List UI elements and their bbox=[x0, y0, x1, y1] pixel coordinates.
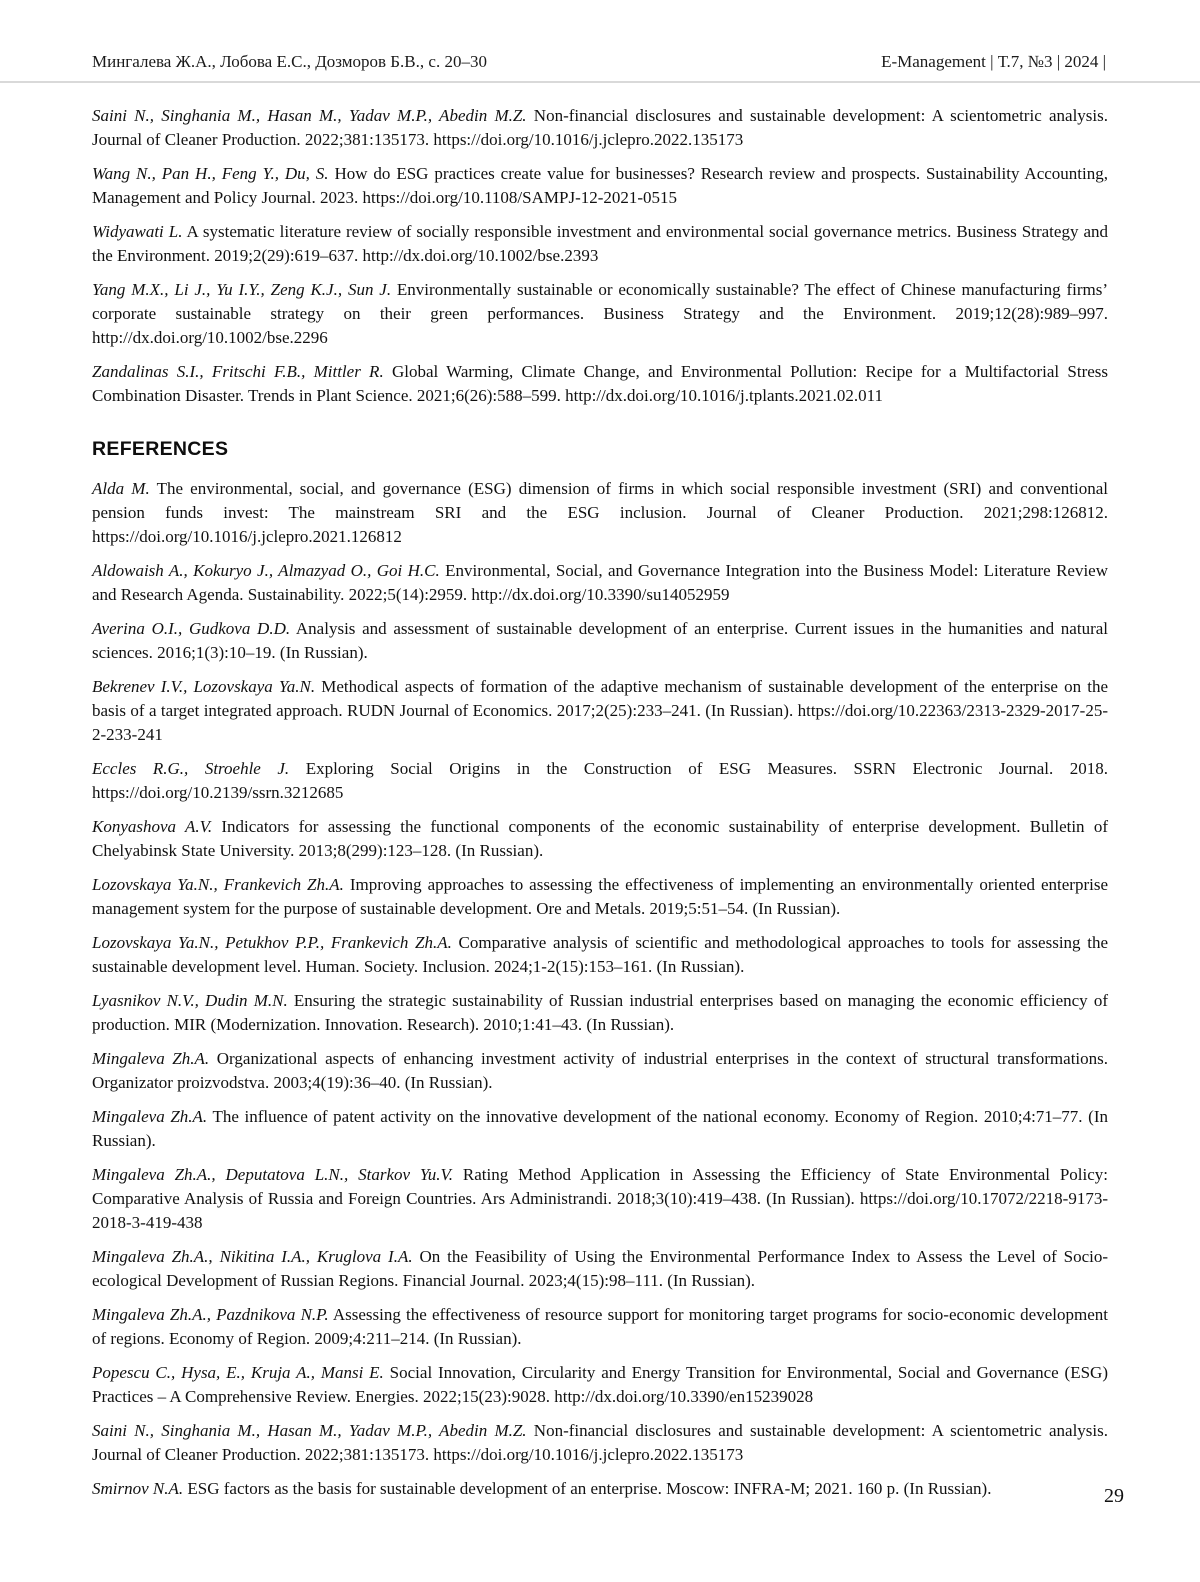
page-content bbox=[0, 83, 1200, 1501]
reference-authors: Bekrenev I.V., Lozovskaya Ya.N. bbox=[92, 677, 316, 696]
reference-text: ESG factors as the basis for sustainable development of an enterprise. Moscow: INFRA-M; 2021. 160 p. (In Russian). bbox=[187, 1479, 992, 1498]
reference-entry bbox=[92, 477, 1108, 549]
reference-entry bbox=[92, 1047, 1108, 1095]
reference-authors: Averina O.I., Gudkova D.D. bbox=[92, 619, 291, 638]
reference-entry bbox=[92, 162, 1108, 210]
reference-entry bbox=[92, 931, 1108, 979]
reference-entry bbox=[92, 1477, 1108, 1501]
reference-entry bbox=[92, 220, 1108, 268]
reference-authors: Aldowaish A., Kokuryo J., Almazyad O., Goi H.C. bbox=[92, 561, 440, 580]
reference-entry bbox=[92, 1361, 1108, 1409]
reference-text: Non-financial disclosures and sustainable development: A scientometric analysis. Journal of Cleaner Production. 2022;381:135173. https://doi.org/10.1016/j.jclepro.2022.135173 bbox=[92, 106, 1108, 149]
reference-text: Methodical aspects of formation of the adaptive mechanism of sustainable development of the enterprise on the basis of a target integrated approach. RUDN Journal of Economics. 2017;2(25):233–241. (In Russian). https://doi.org/10.22363/2313-2329-2017-25-2-233-241 bbox=[92, 677, 1108, 744]
reference-authors: Yang M.X., Li J., Yu I.Y., Zeng K.J., Sun J. bbox=[92, 280, 392, 299]
reference-authors: Saini N., Singhania M., Hasan M., Yadav M.P., Abedin M.Z. bbox=[92, 1421, 527, 1440]
reference-list bbox=[92, 477, 1108, 1501]
reference-authors: Mingaleva Zh.A., Deputatova L.N., Starkov Yu.V. bbox=[92, 1165, 454, 1184]
running-head-right: E-Management | Т.7, №3 | 2024 | bbox=[881, 52, 1106, 71]
reference-authors: Zandalinas S.I., Fritschi F.B., Mittler R. bbox=[92, 362, 384, 381]
reference-text: Organizational aspects of enhancing investment activity of industrial enterprises in the context of structural transformations. Organizator proizvodstva. 2003;4(19):36–40. (In Russian). bbox=[92, 1049, 1109, 1092]
reference-entry bbox=[92, 815, 1108, 863]
reference-text: How do ESG practices create value for businesses? Research review and prospects. Sustainability Accounting, Management and Policy Journal. 2023. https://doi.org/10.1108/SAMPJ-12-2021-0515 bbox=[92, 164, 1109, 207]
reference-authors: Widyawati L. bbox=[92, 222, 183, 241]
reference-authors: Lozovskaya Ya.N., Frankevich Zh.A. bbox=[92, 875, 344, 894]
top-reference-list bbox=[92, 104, 1108, 408]
reference-entry bbox=[92, 873, 1108, 921]
reference-entry bbox=[92, 360, 1108, 408]
reference-entry bbox=[92, 989, 1108, 1037]
reference-text: The influence of patent activity on the innovative development of the national economy. Economy of Region. 2010;4:71–77. (In Russian). bbox=[92, 1107, 1108, 1150]
reference-entry bbox=[92, 104, 1108, 152]
reference-authors: Popescu C., Hysa, E., Kruja A., Mansi E. bbox=[92, 1363, 384, 1382]
reference-text: Exploring Social Origins in the Construction of ESG Measures. SSRN Electronic Journal. 2018. https://doi.org/10.2139/ssrn.3212685 bbox=[92, 759, 1108, 802]
reference-authors: Mingaleva Zh.A. bbox=[92, 1049, 210, 1068]
reference-authors: Mingaleva Zh.A., Pazdnikova N.P. bbox=[92, 1305, 329, 1324]
reference-authors: Lozovskaya Ya.N., Petukhov P.P., Frankevich Zh.A. bbox=[92, 933, 452, 952]
reference-authors: Alda M. bbox=[92, 479, 150, 498]
reference-entry bbox=[92, 1245, 1108, 1293]
reference-text: Social Innovation, Circularity and Energy Transition for Environmental, Social and Governance (ESG) Practices – A Comprehensive Review. Energies. 2022;15(23):9028. http://dx.doi.org/10.3390/en15239028 bbox=[92, 1363, 1108, 1406]
reference-authors: Mingaleva Zh.A. bbox=[92, 1107, 208, 1126]
reference-text: Rating Method Application in Assessing the Efficiency of State Environmental Policy: Comparative Analysis of Russia and Foreign Countries. Ars Administrandi. 2018;3(10):419–438. (In Russian). https://doi.org/10.17072/2218-9173-2018-3-419-438 bbox=[92, 1165, 1109, 1232]
reference-text: Indicators for assessing the functional components of the economic sustainability of enterprise development. Bulletin of Chelyabinsk State University. 2013;8(299):123–128. (In Russian). bbox=[92, 817, 1108, 860]
reference-text: Improving approaches to assessing the effectiveness of implementing an environmentally oriented enterprise management system for the purpose of sustainable development. Ore and Metals. 2019;5:51–54. (In Russian). bbox=[92, 875, 1108, 918]
reference-text: The environmental, social, and governance (ESG) dimension of firms in which social responsible investment (SRI) and conventional pension funds invest: The mainstream SRI and the ESG inclusion. Journal of Cleaner Production. 2021;298:126812. https://doi.org/10.1016/j.jclepro.2021.126812 bbox=[92, 479, 1108, 546]
reference-authors: Smirnov N.A. bbox=[92, 1479, 184, 1498]
reference-entry bbox=[92, 617, 1108, 665]
reference-text: A systematic literature review of socially responsible investment and environmental social governance metrics. Business Strategy and the Environment. 2019;2(29):619–637. http://dx.doi.org/10.1002/bse.2393 bbox=[92, 222, 1108, 265]
reference-entry bbox=[92, 1163, 1108, 1235]
reference-authors: Wang N., Pan H., Feng Y., Du, S. bbox=[92, 164, 329, 183]
reference-entry bbox=[92, 757, 1108, 805]
reference-entry bbox=[92, 278, 1108, 350]
reference-text: Assessing the effectiveness of resource support for monitoring target programs for socio-economic development of regions. Economy of Region. 2009;4:211–214. (In Russian). bbox=[92, 1305, 1108, 1348]
reference-authors: Lyasnikov N.V., Dudin M.N. bbox=[92, 991, 288, 1010]
reference-authors: Eccles R.G., Stroehle J. bbox=[92, 759, 290, 778]
reference-entry bbox=[92, 559, 1108, 607]
references-heading: REFERENCES bbox=[92, 438, 229, 460]
reference-text: Analysis and assessment of sustainable development of an enterprise. Current issues in the humanities and natural sciences. 2016;1(3):10–19. (In Russian). bbox=[92, 619, 1109, 662]
running-head-left: Мингалева Ж.А., Лобова Е.С., Дозморов Б.В., с. 20–30 bbox=[92, 52, 487, 71]
reference-entry bbox=[92, 675, 1108, 747]
reference-entry bbox=[92, 1105, 1108, 1153]
reference-entry bbox=[92, 1303, 1108, 1351]
reference-authors: Konyashova A.V. bbox=[92, 817, 213, 836]
reference-authors: Mingaleva Zh.A., Nikitina I.A., Kruglova I.A. bbox=[92, 1247, 413, 1266]
reference-text: Global Warming, Climate Change, and Environmental Pollution: Recipe for a Multifactorial Stress Combination Disaster. Trends in Plant Science. 2021;6(26):588–599. http://dx.doi.org/10.1016/j.tplants.2021.02.011 bbox=[92, 362, 1109, 405]
reference-entry bbox=[92, 1419, 1108, 1467]
reference-text: Ensuring the strategic sustainability of Russian industrial enterprises based on managing the economic efficiency of production. MIR (Modernization. Innovation. Research). 2010;1:41–43. (In Russian). bbox=[92, 991, 1108, 1034]
reference-text: On the Feasibility of Using the Environmental Performance Index to Assess the Level of Socio-ecological Development of Russian Regions. Financial Journal. 2023;4(15):98–111. (In Russian). bbox=[92, 1247, 1109, 1290]
page-header bbox=[0, 0, 1200, 72]
reference-authors: Saini N., Singhania M., Hasan M., Yadav M.P., Abedin M.Z. bbox=[92, 106, 527, 125]
reference-text: Environmental, Social, and Governance Integration into the Business Model: Literature Review and Research Agenda. Sustainability. 2022;5(14):2959. http://dx.doi.org/10.3390/su14052959 bbox=[92, 561, 1108, 604]
reference-text: Comparative analysis of scientific and methodological approaches to tools for assessing the sustainable development level. Human. Society. Inclusion. 2024;1-2(15):153–161. (In Russian). bbox=[92, 933, 1108, 976]
reference-text: Environmentally sustainable or economically sustainable? The effect of Chinese manufacturing firms’ corporate sustainable strategy on their green performances. Business Strategy and the Environment. 2019;12(28):989–997. http://dx.doi.org/10.1002/bse.2296 bbox=[92, 280, 1108, 347]
page-number: 29 bbox=[1104, 1485, 1124, 1507]
reference-text: Non-financial disclosures and sustainable development: A scientometric analysis. Journal of Cleaner Production. 2022;381:135173. https://doi.org/10.1016/j.jclepro.2022.135173 bbox=[92, 1421, 1108, 1464]
